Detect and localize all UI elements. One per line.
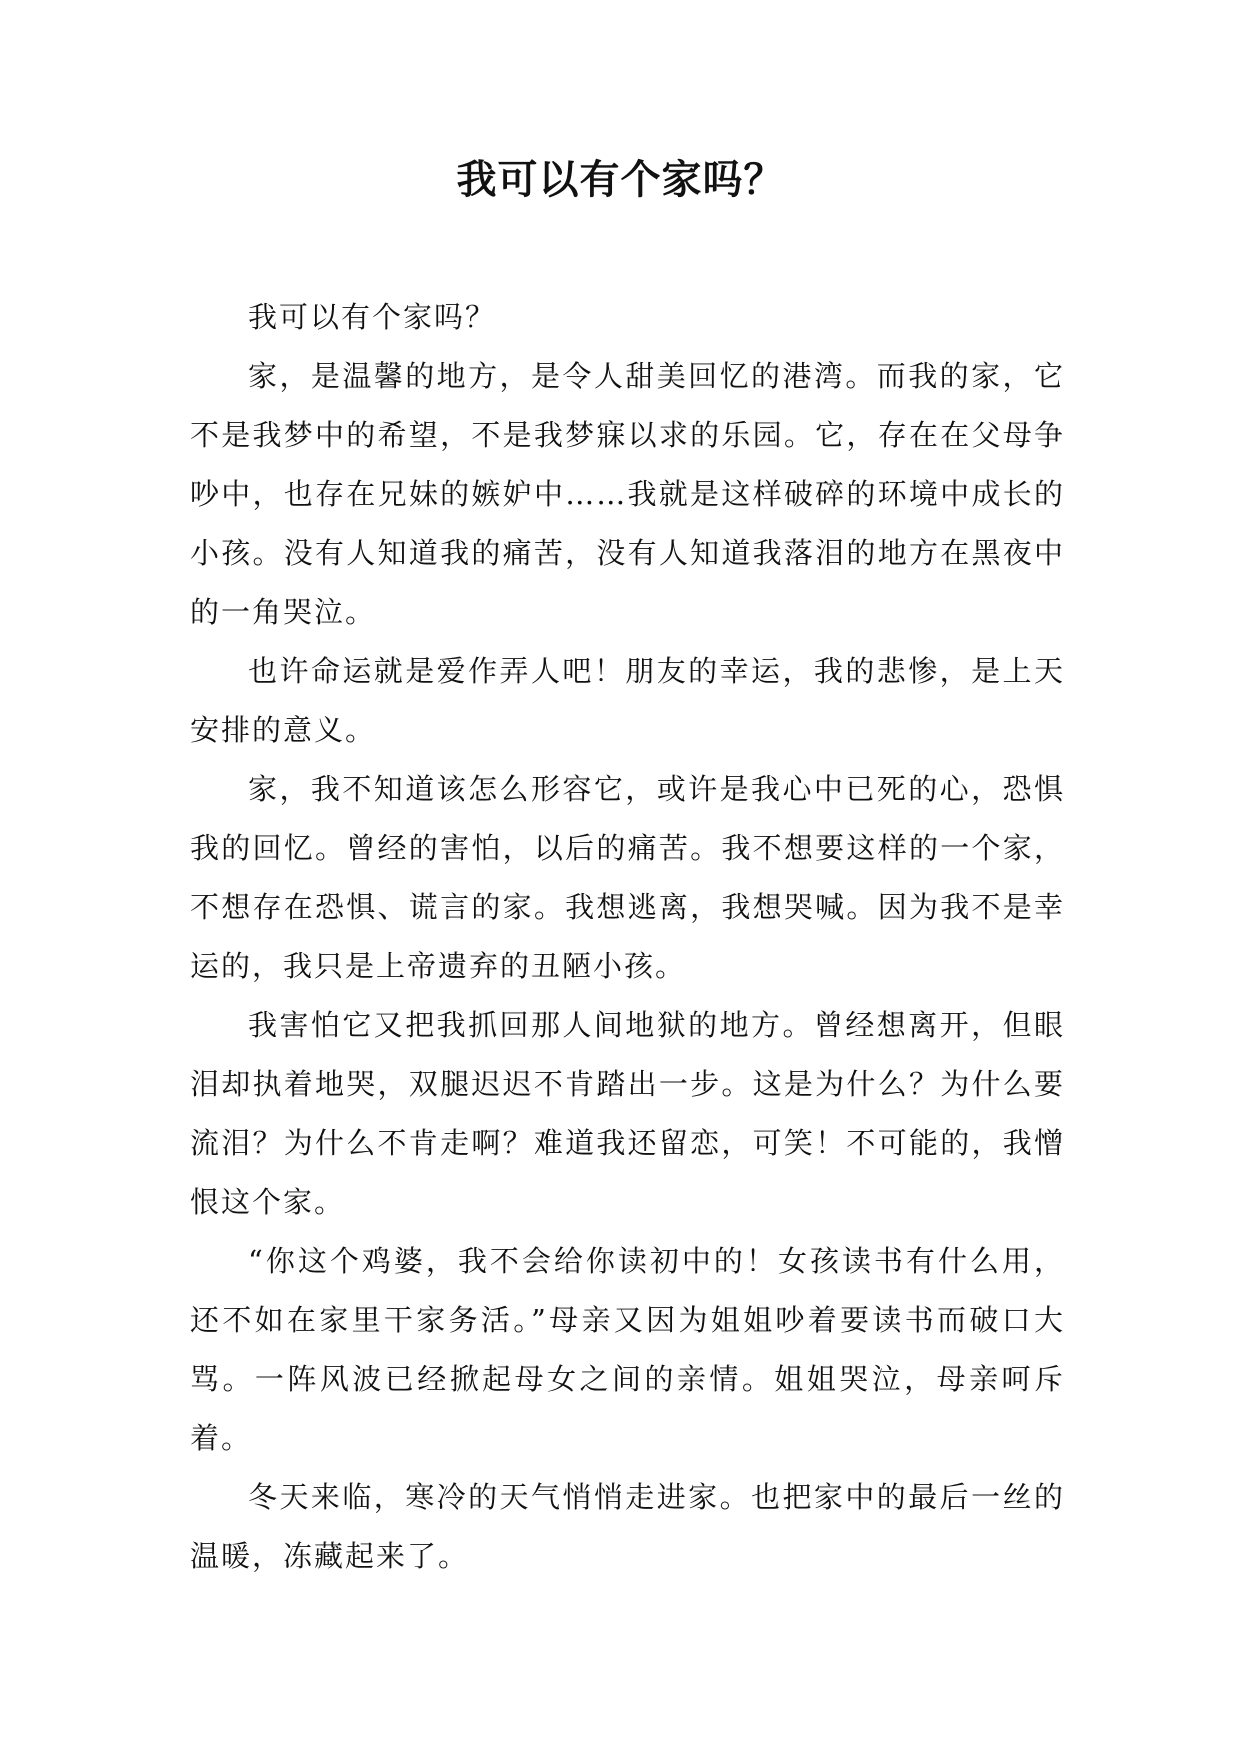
paragraph-2: 家，是温馨的地方，是令人甜美回忆的港湾。而我的家，它不是我梦中的希望，不是我梦寐以求的乐园。它，存在在父母争吵中，也存在兄妹的嫉妒中……我就是这样破碎的环境中成长的小孩。没有人知道我的痛苦，没有人知道我落泪的地方在黑夜中的一角哭泣。	[190, 359, 1065, 629]
document-title: 我可以有个家吗？	[456, 156, 785, 203]
paragraph-1: 我可以有个家吗？	[248, 300, 497, 334]
paragraph-7: 冬天来临，寒冷的天气悄悄走进家。也把家中的最后一丝的温暖，冻藏起来了。	[190, 1480, 1065, 1573]
paragraph-3: 也许命运就是爱作弄人吧！朋友的幸运，我的悲惨，是上天安排的意义。	[190, 654, 1065, 747]
paragraph-5: 我害怕它又把我抓回那人间地狱的地方。曾经想离开，但眼泪却执着地哭，双腿迟迟不肯踏出一步。这是为什么？为什么要流泪？为什么不肯走啊？难道我还留恋，可笑！不可能的，我憎恨这个家。	[190, 1008, 1065, 1219]
paragraph-4: 家，我不知道该怎么形容它，或许是我心中已死的心，恐惧我的回忆。曾经的害怕，以后的痛苦。我不想要这样的一个家，不想存在恐惧、谎言的家。我想逃离，我想哭喊。因为我不是幸运的，我只是上帝遗弃的丑陋小孩。	[190, 772, 1065, 983]
paragraph-6: “你这个鸡婆，我不会给你读初中的！女孩读书有什么用，还不如在家里干家务活。”母亲又因为姐姐吵着要读书而破口大骂。一阵风波已经掀起母女之间的亲情。姐姐哭泣，母亲呵斥着。	[190, 1244, 1065, 1455]
document-body	[190, 288, 1065, 1586]
